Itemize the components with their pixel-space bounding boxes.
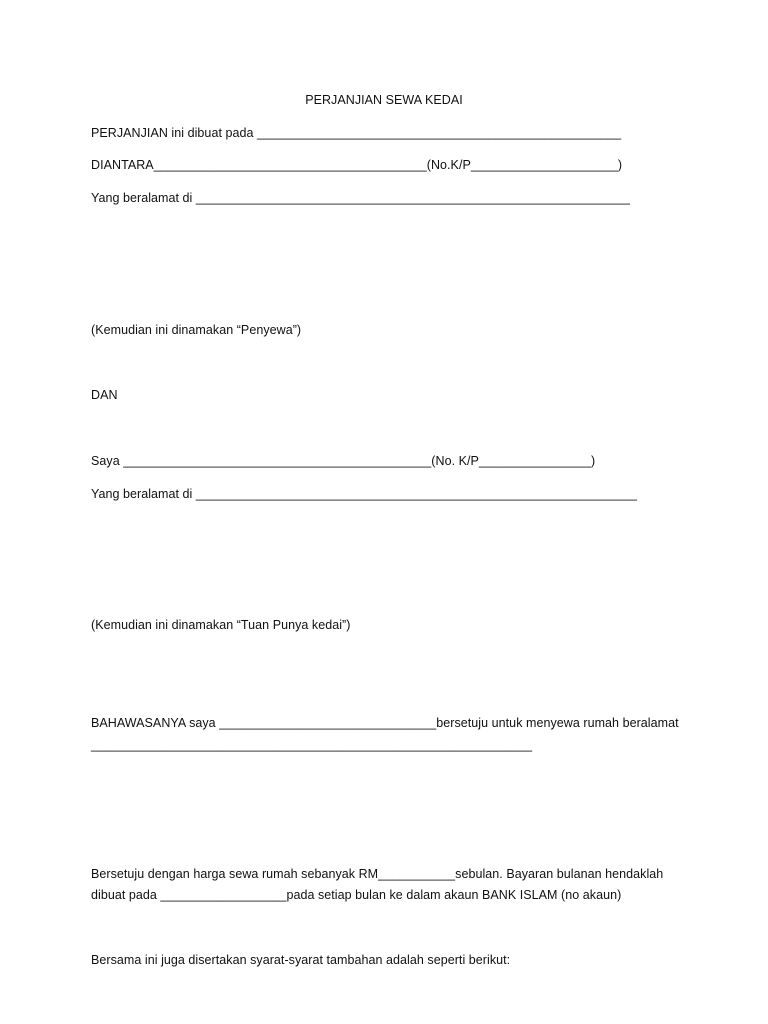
owner-address-line: Yang beralamat di _______________________________________________________________	[91, 487, 638, 501]
tenant-designation-line: (Kemudian ini dinamakan “Penyewa”)	[91, 323, 302, 337]
and-separator: DAN	[91, 388, 118, 402]
tenant-name-line: DIANTARA_______________________________________(No.K/P_____________________)	[91, 158, 623, 172]
agreement-statement-line: BAHAWASANYA saya _______________________________bersetuju untuk menyewa rumah beralamat	[91, 716, 679, 730]
document-title: PERJANJIAN SEWA KEDAI	[305, 93, 463, 107]
payment-date-line: dibuat pada __________________pada setiap bulan ke dalam akaun BANK ISLAM (no akaun)	[91, 888, 622, 902]
owner-designation-line: (Kemudian ini dinamakan “Tuan Punya kedai”)	[91, 618, 351, 632]
property-address-line: _______________________________________________________________	[91, 738, 533, 752]
rent-amount-line: Bersetuju dengan harga sewa rumah sebanyak RM___________sebulan. Bayaran bulanan hendaklah	[91, 867, 664, 881]
agreement-date-line: PERJANJIAN ini dibuat pada ____________________________________________________	[91, 126, 622, 140]
additional-terms-line: Bersama ini juga disertakan syarat-syarat tambahan adalah seperti berikut:	[91, 953, 511, 967]
owner-name-line: Saya ____________________________________________(No. K/P________________)	[91, 454, 596, 468]
tenant-address-line: Yang beralamat di ______________________________________________________________	[91, 191, 631, 205]
